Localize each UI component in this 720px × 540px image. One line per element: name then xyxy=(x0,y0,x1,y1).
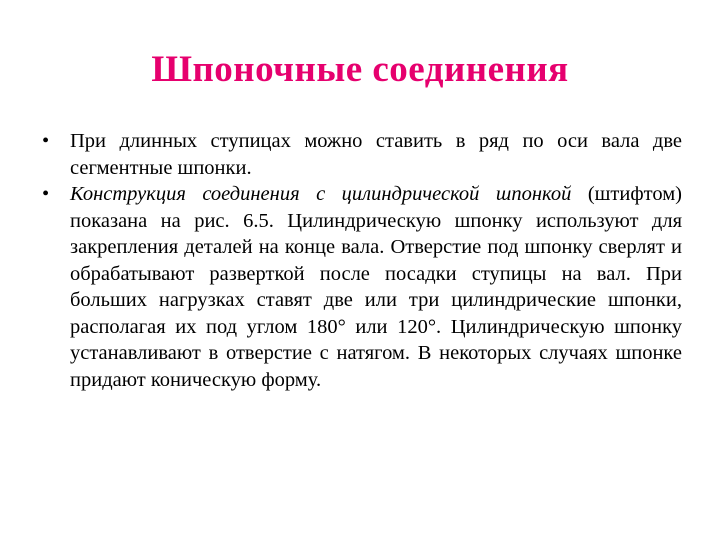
bullet-icon: • xyxy=(42,130,50,152)
slide-title: Шпоночные соединения xyxy=(151,49,569,90)
bullet-item-2 xyxy=(42,181,682,393)
bullet-item-1 xyxy=(42,128,682,181)
bullet-text-2-italic: Конструкция соединения с цилиндрической шпонкой xyxy=(70,183,572,205)
bullet-text-2: (штифтом) показана на рис. 6.5. Цилиндрическую шпонку используют для закрепления деталей на конце вала. Отверстие под шпонку сверлят и обрабатывают разверткой после посадки ступицы на вал. При больших нагрузках ставят две или три цилиндрические шпонки, располагая их под углом 180° или 120°. Цилиндрическую шпонку устанавливают в отверстие с натягом. В некоторых случаях шпонке придают коническую форму. xyxy=(70,183,682,391)
bullet-icon: • xyxy=(42,183,50,205)
slide-content xyxy=(42,128,682,393)
bullet-text-1: При длинных ступицах можно ставить в ряд по оси вала две сегментные шпонки. xyxy=(70,130,682,179)
